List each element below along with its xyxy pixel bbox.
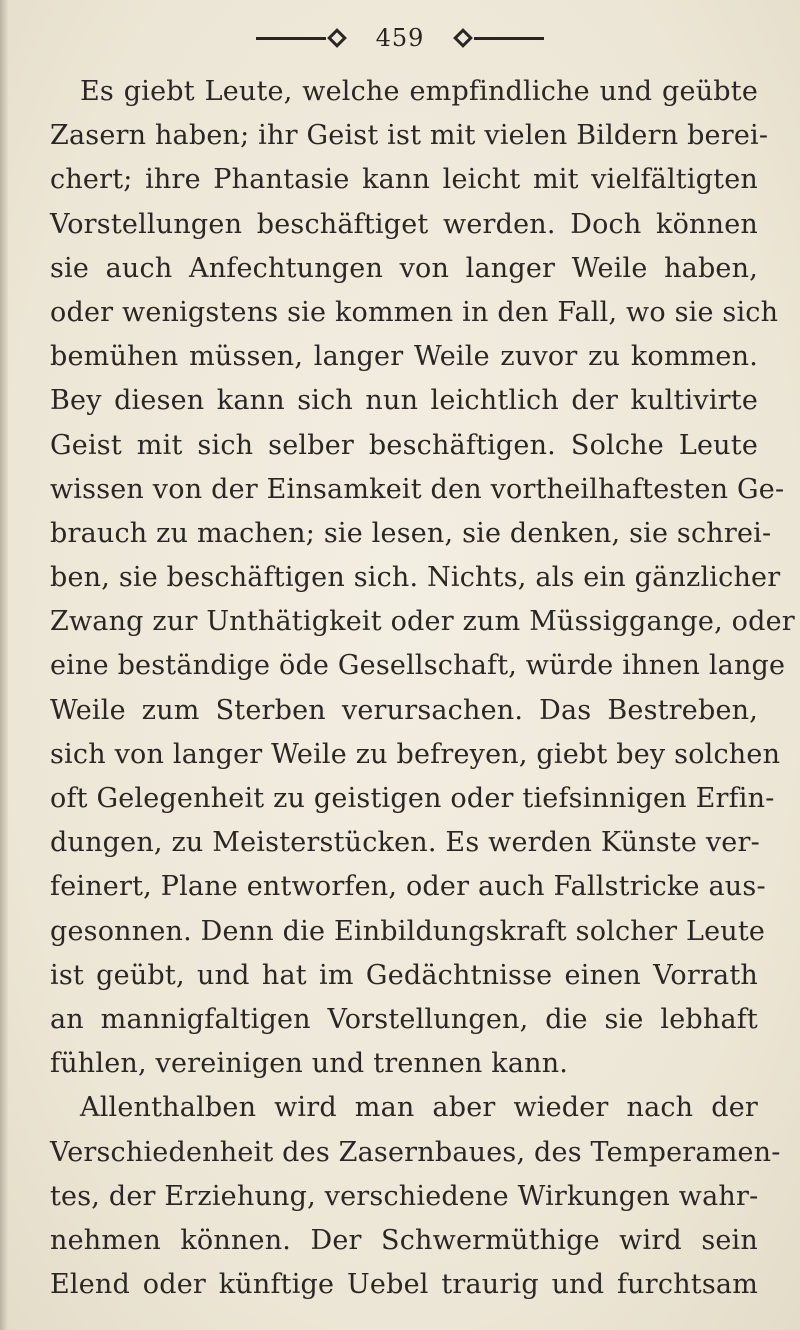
text-line: gesonnen. Denn die Einbildungskraft solcher Leute (50, 915, 766, 947)
text-line: Geist mit sich selber beschäftigen. Solche Leute (50, 429, 758, 461)
text-line: bemühen müssen, langer Weile zuvor zu kommen. (50, 341, 758, 373)
text-line: Verschiedenheit des Zasernbaues, des Temperamen- (50, 1136, 781, 1168)
text-line: wissen von der Einsamkeit den vortheilhaftesten Ge- (50, 473, 785, 505)
text-line: Allenthalben wird man aber wieder nach der (80, 1092, 758, 1124)
page-header (0, 18, 800, 58)
text-line: eine beständige öde Gesellschaft, würde ihnen lange (50, 650, 786, 682)
text-line: sich von langer Weile zu befreyen, giebt bey solchen (50, 738, 781, 770)
body-text (50, 70, 795, 1307)
text-line: chert; ihre Phantasie kann leicht mit vielfältigten (50, 164, 758, 196)
text-line: ist geübt, und hat im Gedächtnisse einen Vorrath (50, 959, 758, 991)
text-line: nehmen können. Der Schwermüthige wird sein (50, 1224, 758, 1256)
text-line: dungen, zu Meisterstücken. Es werden Künste ver- (50, 827, 760, 859)
text-line: fühlen, vereinigen und trennen kann. (50, 1048, 569, 1080)
text-line: Elend oder künftige Uebel traurig und furchtsam (50, 1269, 758, 1301)
text-line: oft Gelegenheit zu geistigen oder tiefsinnigen Erfin- (50, 783, 775, 814)
text-line: Bey diesen kann sich nun leichtlich der kultivirte (50, 385, 758, 417)
text-line: sie auch Anfechtungen von langer Weile haben, (50, 252, 758, 284)
right-ornament (452, 31, 544, 45)
text-line: ben, sie beschäftigen sich. Nichts, als ein gänzlicher (50, 562, 781, 594)
text-line: Zwang zur Unthätigkeit oder zum Müssiggange, oder (50, 606, 795, 638)
text-line: Zasern haben; ihr Geist ist mit vielen Bildern berei- (50, 120, 769, 152)
page-gutter-shadow (0, 0, 8, 1330)
text-line: Es giebt Leute, welche empfindliche und geübte (80, 76, 758, 107)
page-number: 459 (375, 24, 425, 52)
text-line: brauch zu machen; sie lesen, sie denken, sie schrei- (50, 517, 772, 549)
text-line: Vorstellungen beschäftiget werden. Doch können (50, 208, 758, 240)
text-line: feinert, Plane entworfen, oder auch Fallstricke aus- (50, 871, 766, 903)
left-ornament (256, 31, 348, 45)
text-line: oder wenigstens sie kommen in den Fall, wo sie sich (50, 296, 779, 328)
text-line: an mannigfaltigen Vorstellungen, die sie lebhaft (50, 1003, 758, 1035)
text-line: tes, der Erziehung, verschiedene Wirkungen wahr- (50, 1180, 759, 1212)
text-line: Weile zum Sterben verursachen. Das Bestreben, (50, 694, 758, 726)
